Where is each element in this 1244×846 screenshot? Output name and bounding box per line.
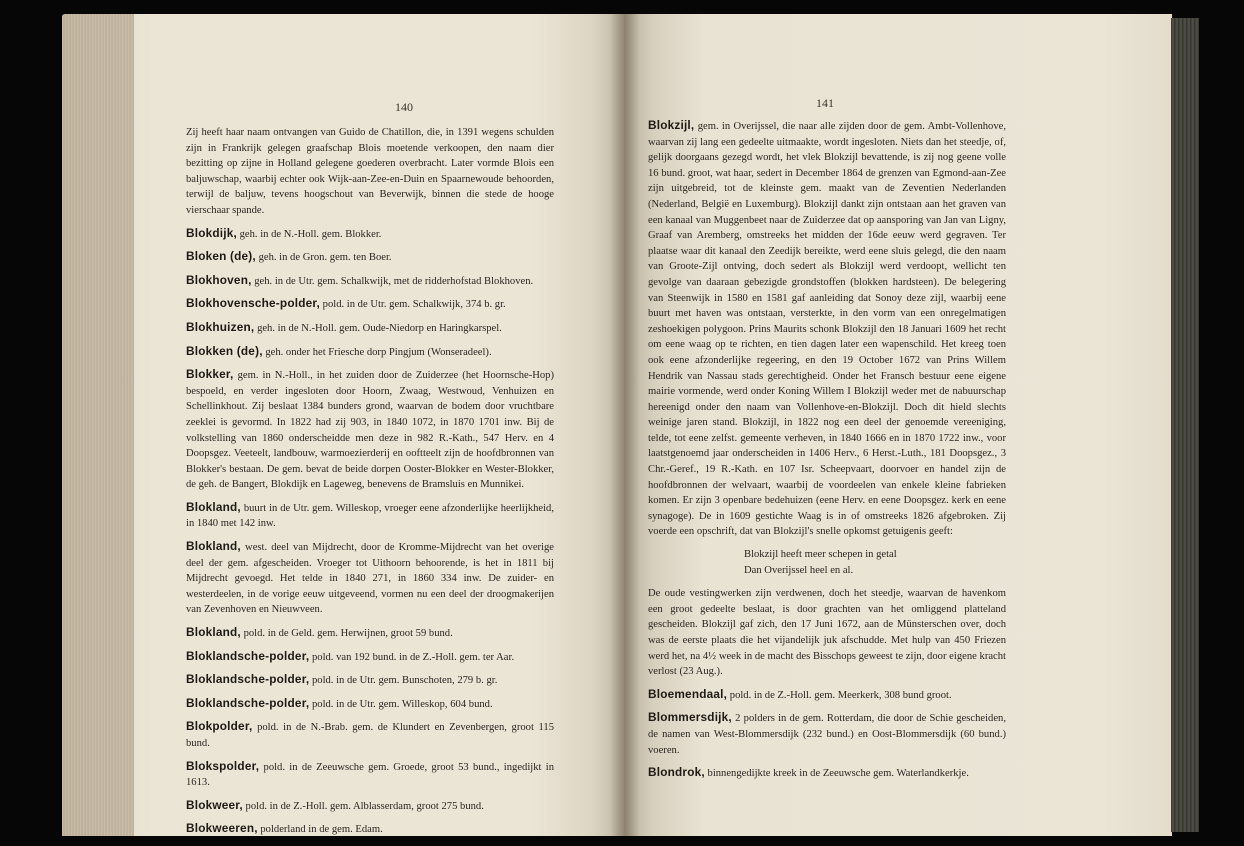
entry-text: geh. in de Utr. gem. Schalkwijk, met de ridderhofstad Blokhoven. (254, 275, 534, 287)
dictionary-entry (186, 696, 554, 713)
dictionary-entry (186, 273, 554, 290)
entry-headword: Blokken (de), (186, 343, 263, 358)
dictionary-entry (186, 821, 554, 838)
page-number-right: 141 (816, 96, 834, 110)
dictionary-entry (648, 765, 1006, 782)
entry-text: pold. in de Utr. gem. Schalkwijk, 374 b. gr. (322, 299, 506, 311)
entry-text: binnengedijkte kreek in de Zeeuwsche gem. Waterlandkerkje. (707, 768, 969, 780)
entry-text: geh. in de N.-Holl. gem. Oude-Niedorp en Haringkarspel. (257, 322, 502, 334)
entry-text: pold. in de Zeeuwsche gem. Groede, groot 53 bund., ingedijkt in 1613. (186, 761, 554, 789)
entry-text: pold. in de Z.-Holl. gem. Alblasserdam, groot 275 bund. (245, 800, 484, 812)
entry-headword: Blokzijl, (648, 118, 695, 132)
page-number-left: 140 (395, 100, 413, 114)
entry-headword: Blokhoven, (186, 272, 252, 287)
entry-text: geh. onder het Friesche dorp Pingjum (Wonseradeel). (265, 346, 492, 358)
dictionary-entry (186, 367, 554, 493)
entry-text: buurt in de Utr. gem. Willeskop, vroeger eene afzonderlijke heerlijkheid, in 1840 met 142 inw. (186, 502, 554, 530)
dictionary-entry (186, 539, 554, 618)
entry-text: gem. in Overijssel, die naar alle zijden door de gem. Ambt-Vollenhove, waarvan zij lang een gedeelte uitmaakte, wordt ingesloten. Niets dan het steedje, of, gelijk doorgaans gezegd wordt, het vlek Blokzijl bevattende, is zij nog geene volle 16 bund. groot, wat haar, sedert in December 1864 de grenzen van Egmond-aan-Zee zijn uitgebreid, tot de kleinste gem. maakt van de Zeventien Nederlanden (Nederland, België en Luxemburg). Blokzijl dankt zijn ontstaan aan het graven van een kanaal van Muggenbeet naar de Zuiderzee dat op aansporing van Jan van Ligny, Graaf van Aremberg, omstreeks het midden der 16de eeuw werd gegraven. Ter plaatse waar dit kanaal den Zeedijk bereikte, werd eene sluis gelegd, die den naam van Groote-Zijl ontving, doch sedert als Blokzijl werd verdoopt, wellicht ten gevolge van daaraan gebezigde grondstoffen (blokken hardsteen). De belegering van Steenwijk in 1580 en 1581 gaf aanleiding dat Sonoy deze zijl, waarbij eene buurt met haven was ontstaan, versterkte, in den vorm van een onregelmatigen zeshoekigen polygoon. Prins Maurits schonk Blokzijl den 18 Januari 1609 het recht om eene waag op te richten, en tien dagen later een wapenschild. Het kreeg toen ook eene afzonderlijke regeering, en den 19 October 1672 van Prins Willem Hendrik van Nassau stads gerechtigheid. Onder het Fransch bestuur eene eigene mairie vormende, werd onder Koning Willem I Blokzijl weder met de nabuurschap hereenigd onder den naam van Vollenhove-en-Blokzijl. Doch dit hield slechts weinige jaren stand. Blokzijl, in 1822 nog een deel der genoemde vereeniging, telde, tot eene zelfst. gemeente verheven, in 1840 1666 en in 1870 1722 inw., voor laatstgenoemd jaar onderscheiden in 1406 Herv., 6 Herst.-Luth., 181 Doopsgez., 3 Chr.-Geref., 19 R.-Kath. en 107 Isr. Scheepvaart, doorvoer en handel zijn de hoofdbronnen der welvaart, waarbij de voordeelen van enkele kleine fabrieken komen. Er zijn 3 openbare bedehuizen (eene Herv. en eene Doopsgez. kerk en eene synagoge). De in 1609 gestichte Waag is in of omstreeks 1826 afgebroken. Zij voerde een opschrift, dat van Blokzijl's snelle opkomst getuigenis geeft: (648, 121, 1006, 538)
dictionary-entry (186, 320, 554, 337)
entry-headword: Blokweer, (186, 797, 243, 812)
dictionary-entry (186, 500, 554, 532)
entry-headword: Bloklandsche-polder, (186, 672, 310, 687)
poem-line: Dan Overijssel heel en al. (744, 564, 854, 576)
entry-text: geh. in de Gron. gem. ten Boer. (258, 252, 392, 264)
entry-continuation: De oude vestingwerken zijn verdwenen, doch het steedje, waarvan de havenkom een groot gedeelte beslaat, is door grachten van het omliggend platteland gescheiden. Blokzijl gaf zich, den 17 Juni 1672, aan de Münsterschen over, doch was de eerste plaats die het vijandelijk juk afschudde. Met hulp van 450 Friezen werd het, na 4½ week in de macht des Bisschops geweest te zijn, door eigene kracht verlost (23 Aug.). (648, 588, 1006, 678)
entry-headword: Bloemendaal, (648, 686, 728, 701)
dictionary-entry (186, 719, 554, 751)
entry-text: gem. in N.-Holl., in het zuiden door de Zuiderzee (het Hoornsche-Hop) bespoeld, en verder ingesloten door Hoorn, Zwaag, Westwoud, Venhuizen en Schellinkhout. Zij beslaat 1384 bunders grond, waarvan de bodem door vruchtbare zeeklei is gevormd. In 1822 had zij 903, in 1840 1072, in 1870 1701 inw. Bij de volkstelling van 1860 onderscheidde men deze in 982 R.-Kath., 547 Herv. en 4 Doopsgez. Veeteelt, landbouw, warmoezierderij en ooftteelt zijn de hoofdbronnen van Blokker's bestaan. De gem. bevat de beide dorpen Ooster-Blokker en Wester-Blokker, de geh. de Bangert, Blokdijk en Lageweg, benevens de Bramsluis en Munnikei. (186, 370, 554, 491)
dictionary-entry (186, 625, 554, 642)
entry-headword: Blokpolder, (186, 719, 253, 734)
entry-text: polderland in de gem. Edam. (260, 824, 383, 836)
dictionary-entry (186, 344, 554, 361)
dictionary-entry (648, 710, 1006, 758)
right-page-text (648, 118, 1006, 789)
entry-headword: Bloken (de), (186, 249, 256, 264)
entry-headword: Blommersdijk, (648, 710, 732, 725)
entry-text: pold. in de Z.-Holl. gem. Meerkerk, 308 bund groot. (729, 689, 952, 701)
entry-headword: Blokhovensche-polder, (186, 296, 320, 311)
dictionary-entry (186, 759, 554, 791)
entry-text: pold. in de Geld. gem. Herwijnen, groot 59 bund. (243, 628, 453, 640)
entry-text: Zij heeft haar naam ontvangen van Guido de Chatillon, die, in 1391 wegens schulden zijn in Frankrijk gelegen graafschap Blois moetende verkoopen, den naam dier bezitting op zijne in Holland gelegene goederen overbracht. Later vormde Blois een baljuwschap, waarbij echter ook Wijk-aan-Zee-en-Duin en Spaarnewoude behoorden, terwijl de baljuw, tevens hoogschout van Beverwijk, binnen die stede de hooge vierschaar spande. (186, 127, 554, 216)
entry-text: 2 polders in de gem. Rotterdam, die door de Schie gescheiden, de namen van West-Blommersdijk (232 bund.) en Oost-Blommersdijk (60 bund.) voeren. (648, 713, 1006, 756)
entry-text: pold. van 192 bund. in de Z.-Holl. gem. ter Aar. (311, 651, 515, 663)
dictionary-entry (186, 124, 554, 219)
dictionary-entry (648, 118, 1006, 540)
inscription-poem (648, 547, 1006, 578)
entry-headword: Bloklandsche-polder, (186, 695, 310, 710)
entry-headword: Blokweeren, (186, 821, 258, 836)
entry-headword: Blokhuizen, (186, 319, 255, 334)
entry-headword: Blokland, (186, 499, 241, 514)
page-edges-left (62, 14, 134, 836)
dictionary-entry (186, 798, 554, 815)
page-edges-right (1171, 18, 1199, 832)
entry-headword: Blokker, (186, 367, 234, 382)
dictionary-entry (186, 226, 554, 243)
entry-headword: Blokspolder, (186, 758, 260, 773)
entry-headword: Bloklandsche-polder, (186, 648, 310, 663)
left-page-text (186, 124, 554, 845)
entry-text: pold. in de Utr. gem. Willeskop, 604 bund. (311, 698, 493, 710)
dictionary-entry (186, 649, 554, 666)
dictionary-entry (186, 249, 554, 266)
entry-text: pold. in de N.-Brab. gem. de Klundert en Zevenbergen, groot 115 bund. (186, 722, 554, 749)
entry-text: west. deel van Mijdrecht, door de Kromme-Mijdrecht van het overige deel der gem. afgescheiden. Vroeger tot Uithoorn behoorende, is het in 1811 bij Mijdrecht gevoegd. Het telde in 1840 271, in 1860 334 inw. De zuider- en westerdeelen, in de vorige eeuw uitgeveend, vormen nu een deel der droogmakerijen van Zevenhoven en Nieuwveen. (186, 542, 554, 616)
dictionary-entry (186, 672, 554, 689)
entry-text: pold. in de Utr. gem. Bunschoten, 279 b. gr. (311, 675, 498, 687)
book-gutter (610, 14, 640, 836)
dictionary-entry (186, 296, 554, 313)
entry-headword: Blokdijk, (186, 225, 237, 240)
dictionary-entry (648, 687, 1006, 704)
entry-headword: Blokland, (186, 625, 241, 640)
entry-headword: Blokland, (186, 539, 241, 554)
poem-line: Blokzijl heeft meer schepen in getal (744, 549, 897, 561)
entry-text: geh. in de N.-Holl. gem. Blokker. (239, 228, 382, 240)
entry-headword: Blondrok, (648, 765, 705, 780)
